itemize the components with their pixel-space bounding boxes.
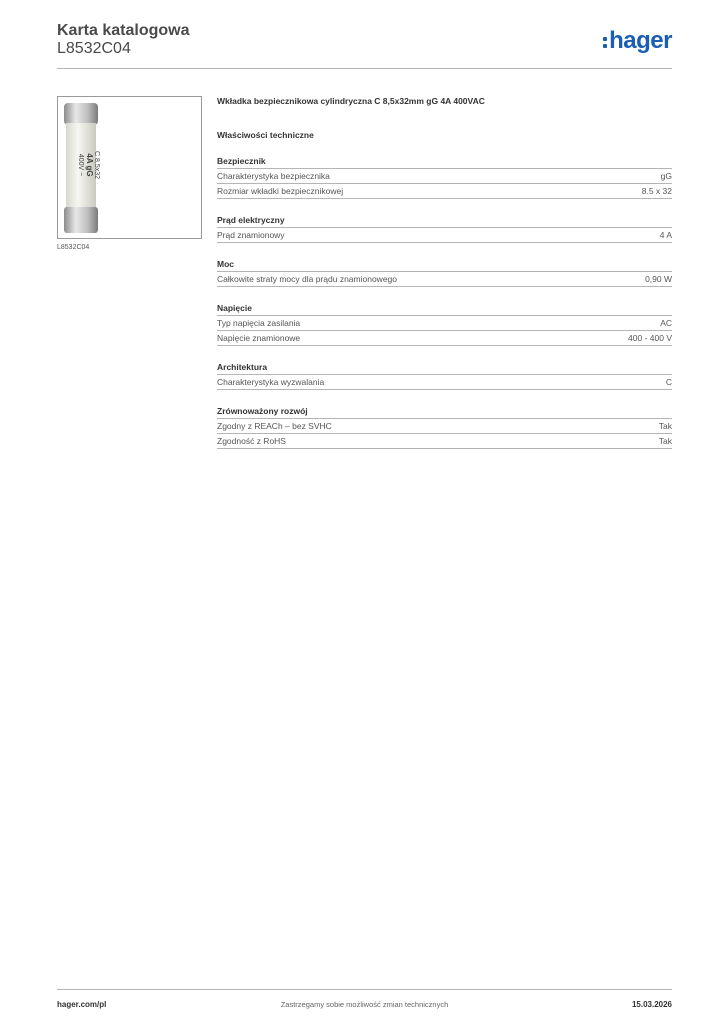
section-title: Napięcie [217,302,672,316]
footer-disclaimer: Zastrzegamy sobie możliwość zmian technicznych [280,1000,449,1009]
spec-value: 0,90 W [645,274,672,284]
section-title: Zrównoważony rozwój [217,405,672,419]
section-napiecie [217,302,672,346]
section-zrownowazony-rozwoj [217,405,672,449]
fuse-image [58,97,201,238]
page-header [57,21,672,69]
spec-content [217,95,672,449]
logo-dots-icon [603,37,607,48]
page-footer [57,989,672,1013]
spec-value: 400 - 400 V [628,333,672,343]
spec-row [217,419,672,434]
section-title: Architektura [217,361,672,375]
spec-row [217,331,672,346]
section-title: Prąd elektryczny [217,214,672,228]
spec-label: Typ napięcia zasilania [217,318,301,328]
page-title: Karta katalogowa [57,22,190,39]
spec-row [217,375,672,390]
spec-row [217,228,672,243]
spec-row [217,272,672,287]
spec-label: Całkowite straty mocy dla prądu znamionowego [217,274,398,284]
section-title: Bezpiecznik [217,155,672,169]
section-prad-elektryczny [217,214,672,243]
spec-value: gG [660,171,672,181]
properties-title: Właściwości techniczne [217,130,314,140]
fuse-print-line-1: C 8,5x32 [93,150,100,180]
logo-text: hager [609,27,672,54]
fuse-print-line-2: 4A gG [85,153,94,177]
spec-value: Tak [658,421,672,431]
spec-value: AC [660,318,672,328]
hager-logo [603,28,672,54]
product-image [57,96,202,239]
section-title: Moc [217,258,672,272]
spec-label: Charakterystyka wyzwalania [217,377,325,387]
product-description: Wkładka bezpiecznikowa cylindryczna C 8,5x32mm gG 4A 400VAC [217,96,485,106]
spec-label: Charakterystyka bezpiecznika [217,171,330,181]
spec-row [217,316,672,331]
spec-label: Zgodność z RoHS [217,436,286,446]
footer-date: 15.03.2026 [631,1000,672,1009]
footer-website-link[interactable]: hager.com/pl [57,1000,107,1009]
spec-label: Prąd znamionowy [217,230,285,240]
spec-label: Napięcie znamionowe [217,333,301,343]
spec-label: Rozmiar wkładki bezpiecznikowej [217,186,344,196]
product-code: L8532C04 [57,40,131,57]
section-bezpiecznik [217,155,672,199]
spec-label: Zgodny z REACh – bez SVHC [217,421,332,431]
section-architektura [217,361,672,390]
spec-value: C [665,377,672,387]
spec-row [217,434,672,449]
image-caption: L8532C04 [57,244,90,251]
spec-value: Tak [658,436,672,446]
spec-value: 8.5 x 32 [641,186,672,196]
section-moc [217,258,672,287]
spec-value: 4 A [659,230,672,240]
spec-row [217,169,672,184]
spec-row [217,184,672,199]
fuse-print-line-3: 400V ~ [77,153,84,177]
